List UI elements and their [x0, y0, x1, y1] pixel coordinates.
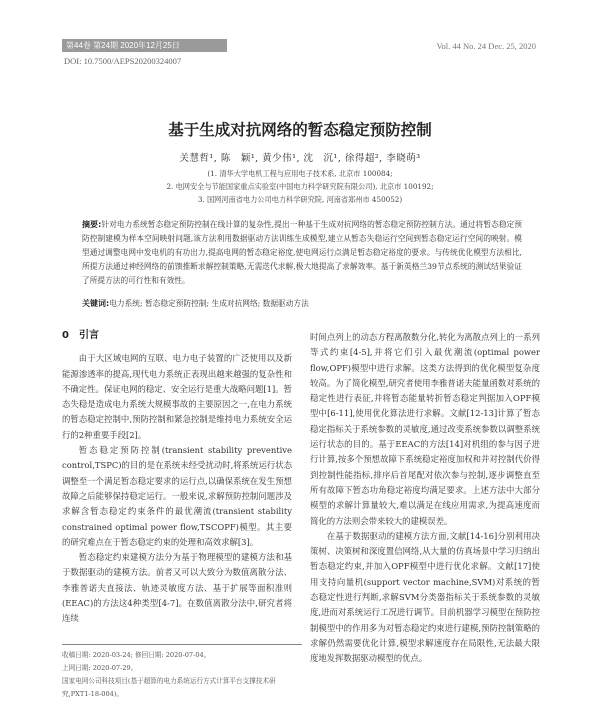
doi-line: DOI: 10.7500/AEPS20200324007: [64, 56, 182, 66]
abstract-label: 摘要:: [82, 220, 102, 229]
paper-title: 基于生成对抗网络的暂态稳定预防控制: [168, 121, 432, 139]
affiliation-3: 3. 国网河南省电力公司电力科学研究院, 河南省郑州市 450052): [197, 195, 403, 204]
affiliation-1: (1. 清华大学电机工程与应用电子技术系, 北京市 100084;: [207, 169, 393, 178]
paragraph: 暂态稳定约束建模方法分为基于物理模型的建模方法和基于数据驱动的建模方法。前者又可以大致分为数值离散分法、李雅普诺夫直接法、轨迹灵敏度方法、基于扩展等面积准则(EEAC)的方法这4种类型[4-7]。在数值离散分法中,研究者将连续: [62, 552, 292, 624]
footnotes: [62, 644, 302, 701]
paragraph: 在基于数据驱动的建模方法方面,文献[14-16]分别利用决策树、决策树和深度置信网络,从大量的仿真场景中学习归纳出暂态稳定约束,并加入OPF模型中进行优化求解。文献[17]使用支持向量机(support vector machine,SVM)对系统的暂态稳定性进行判断,求解SVM分类器指标关于系统参数的灵敏度,进而对系统运行工况进行调节。目前机器学习模型在预防控制模型中的作用多为对暂态稳定约束进行建模,预防控制策略的求解仍然需要优化计算,模型求解速度存在局限性,无法最大限度地发挥数据驱动模型的优点。: [310, 530, 540, 664]
footnote-funding: 国家电网公司科技项目(基于超算的电力系统运行方式计算平台支撑技术研究,PXT1-18-004)。: [62, 677, 276, 698]
right-column: [310, 330, 540, 667]
footnote-online: 上网日期: 2020-07-29。: [62, 664, 138, 672]
left-column: [62, 328, 292, 627]
footnote-received: 收稿日期: 2020-03-24; 修回日期: 2020-07-04。: [62, 651, 211, 659]
paragraph: 暂态稳定预防控制(transient stability preventive control,TSPC)的目的是在系统未经受扰动时,将系统运行状态调整至一个满足暂态稳定要求的运行点,以确保系统在发生预想故障之后能够保持稳定运行。一般来说,求解预防控制问题涉及求解含暂态稳定约束条件的最优潮流(transient stability constrained optimal power flow,TSCOPF)模型。其主要的研究难点在于暂态稳定约束的处理和高效求解[3]。: [62, 445, 292, 547]
keywords-label: 关键词:: [82, 299, 110, 308]
affiliation-2: 2. 电网安全与节能国家重点实验室(中国电力科学研究院有限公司), 北京市 100192;: [166, 182, 434, 191]
author-list: 关慧哲¹, 陈 颖¹, 黄少伟¹, 沈 沉¹, 徐得超², 李晓萌³: [179, 153, 421, 164]
abstract-text: 针对电力系统暂态稳定预防控制在线计算的复杂性,提出一种基于生成对抗网络的暂态稳定预防控制方法。通过将暂态稳定预防控制建模为样本空间映射问题,该方法利用数据驱动方法训练生成模型,建立从暂态失稳运行空间到暂态稳定运行空间的映射。模型通过调整电网中发电机的有功出力,提高电网的暂态稳定裕度,使电网运行点满足暂态稳定裕度的要求。与传统优化模型方法相比,所提方法通过神经网络的前馈推断求解控制策略,无需迭代求解,极大地提高了求解效率。基于新英格兰39节点系统的测试结果验证了所提方法的可行性和有效性。: [82, 220, 522, 285]
keywords-text: 电力系统; 暂态稳定预防控制; 生成对抗网络; 数据驱动方法: [109, 299, 309, 308]
abstract: [82, 218, 522, 288]
paragraph: 时间点列上的动态方程离散数分化,转化为离散点列上的一系列等式约束[4-5],并将它们引入最优潮流(optimal power flow,OPF)模型中进行求解。这类方法得到的优化模型复杂度较高。为了简化模型,研究者使用李雅普诺夫能量函数对系统的稳定性进行表征,并将暂态能量转折暂态稳定判据加入OPF模型中[6-11],使用优化算法进行求解。文献[12-13]计算了暂态稳定指标关于系统参数的灵敏度,通过改变系统参数以调整系统运行状态的目的。基于EEAC的方法[14]对机组的参与因子进行计算,按多个预想故障下系统稳定裕度加权和并对控制代价得到控制性能指标,排序后首尾配对依次参与控制,逐步调整直至所有故障下暂态功角稳定裕度均满足要求。上述方法中大部分模型的求解计算量较大,难以满足在线应用需求,为提高速度而简化的方法则会带来较大的建模误差。: [310, 332, 540, 526]
paragraph: 由于大区域电网的互联、电力电子装置的广泛使用以及新能源渗透率的提高,现代电力系统正表现出越来越强的复杂性和不确定性。保证电网的稳定、安全运行是重大战略问题[1]。暂态失稳是造成电力系统大规模事故的主要原因之一,在电力系统的暂态稳定控制中,预防控制和紧急控制是维持电力系统安全运行的2种重要手段[2]。: [62, 353, 292, 440]
volume-issue-bar: 第44卷 第24期 2020年12月25日: [62, 39, 227, 52]
section-heading: 0 引言: [62, 330, 99, 341]
volume-issue-english: Vol. 44 No. 24 Dec. 25, 2020: [436, 41, 536, 51]
page-header: [0, 0, 600, 68]
keywords: [82, 298, 522, 309]
